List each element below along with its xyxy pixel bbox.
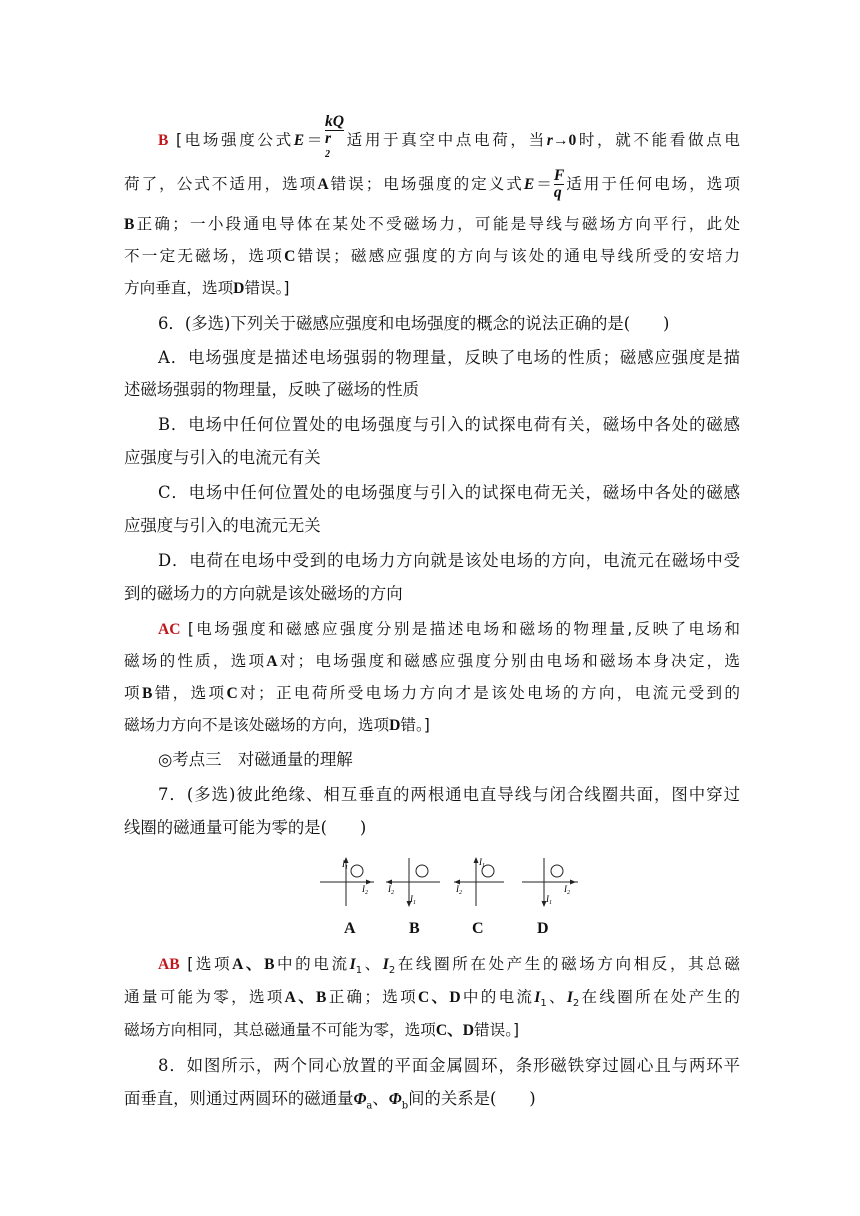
- wire-loop-figure: [314, 852, 594, 912]
- answer-5-line-5: 方向垂直，选项D错误。]: [124, 279, 290, 297]
- answer-6-line-3: 项B错，选项C对；正电荷所受电场力方向才是该处电场的方向，电流元受到的: [124, 684, 740, 702]
- fraction-f-q: $\frac{F}{q}$: [553, 167, 565, 201]
- figure-label-b: B: [409, 920, 420, 937]
- question-6-option-b: B．电场中任何位置处的电场强度与引入的试探电荷有关，磁场中各处的磁感: [158, 415, 740, 434]
- svg-text:1: 1: [482, 863, 485, 869]
- svg-text:2: 2: [567, 890, 570, 896]
- svg-text:I: I: [456, 884, 459, 894]
- figure-labels: [314, 920, 594, 942]
- answer-5-line-4: 不一定无磁场，选项C错误；磁感应强度的方向与该处的通电导线所受的安培力: [124, 247, 740, 265]
- answer-6-line-4: 磁场力方向不是该处磁场的方向，选项D错。]: [124, 716, 430, 734]
- svg-text:I: I: [362, 884, 365, 894]
- answer-6-line-1: AC [电场强度和磁感应强度分别是描述电场和磁场的物理量,反映了电场和: [158, 620, 740, 638]
- section-heading: ◎考点三 对磁通量的理解: [158, 750, 353, 769]
- svg-text:2: 2: [459, 890, 462, 896]
- answer-label: AB: [158, 956, 180, 973]
- answer-7-line-3: 磁场方向相同，其总磁通量不可能为零，选项C、D错误。]: [124, 1021, 520, 1039]
- question-6-stem: 6．(多选)下列关于磁感应强度和电场强度的概念的说法正确的是( ): [158, 314, 670, 333]
- answer-7-line-1: AB [选项A、B中的电流$I_1$、$I_2$在线圈所在处产生的磁场方向相反，其总磁: [158, 955, 740, 977]
- svg-text:I: I: [479, 857, 482, 867]
- question-6-option-a: A．电场强度是描述电场强弱的物理量，反映了电场的性质；磁感应强度是描: [158, 348, 740, 367]
- question-7-stem-2: 线圈的磁通量可能为零的是( ): [124, 818, 367, 837]
- answer-6-line-2: 磁场的性质，选项A对；电场强度和磁感应强度分别由电场和磁场本身决定，选: [124, 652, 740, 670]
- answer-5-line-3: B正确；一小段通电导体在某处不受磁场力，可能是导线与磁场方向平行，此处: [124, 215, 740, 233]
- svg-text:I: I: [410, 894, 413, 904]
- answer-label: B: [158, 132, 169, 150]
- question-7-stem-1: 7．(多选)彼此绝缘、相互垂直的两根通电直导线与闭合线圈共面，图中穿过: [158, 785, 740, 804]
- figure-label-c: C: [472, 920, 484, 937]
- fraction-kq-r2: kQ r $^2$: [325, 113, 345, 160]
- figure-option-b: [386, 858, 440, 907]
- figure-label-a: A: [344, 920, 356, 937]
- figure-option-a: [320, 857, 374, 906]
- answer-7-line-2: 通量可能为零，选项A、B正确；选项C、D中的电流$I_1$、$I_2$在线圈所在处产生的: [124, 988, 740, 1010]
- question-6-option-d: D．电荷在电场中受到的电场力方向就是该处电场的方向，电流元在磁场中受: [158, 551, 740, 570]
- answer-5-line-1: B [电场强度公式E＝ kQ r $^2$ 适用于真空中点电荷，当r→0时，就不能看做点电: [158, 114, 740, 167]
- question-8-stem-1: 8．如图所示，两个同心放置的平面金属圆环，条形磁铁穿过圆心且与两环平: [158, 1056, 740, 1075]
- figure-label-d: D: [537, 920, 549, 937]
- svg-text:I: I: [388, 884, 391, 894]
- svg-text:I: I: [564, 884, 567, 894]
- svg-text:I: I: [546, 894, 549, 904]
- svg-text:1: 1: [345, 865, 348, 871]
- figure-option-c: [454, 857, 504, 906]
- document-page: B [电场强度公式E＝ kQ r $^2$ 适用于真空中点电荷，当r→0时，就不能看做点电 荷了，公式不适用，选项A错误；电场强度的定义式E＝ $\frac{F}{q}$ 适用于任何电场，选项 B正确；一小段通电导体在某处不受磁场力，可能是导线与磁场方向平行，此处 不一定无磁场，选项C错误；磁感应强度的方向与该处的通电导线所受的安培力 方向垂直，选项D错误。] 6．(多选)下列关于磁感应强度和电场强度的概念的说法正确的是( ) A．电场强度是描述电场强弱的物理量，反映了电场的性质；磁感应强度是描 述磁场强弱的物理量，反映了磁场的性质 B．电场中任何位置处的电场强度与引入的试探电荷有关，磁场中各处的磁感 应强度与引入的电流元有关 C．电场中任何位置处的电场强度与引入的试探电荷无关，磁场中各处的磁感 应强度与引入的电流元无关 D．电荷在电场中受到的电场力方向就是该处电场的方向，电流元在磁场中受 到的磁场力的方向就是该处磁场的方向 AC [电场强度和磁感应强度分别是描述电场和磁场的物理量,反映了电场和 磁场的性质，选项A对；电场强度和磁感应强度分别由电场和磁场本身决定，选 项B错，选项C对；正电荷所受电场力方向才是该处电场的方向，电流元受到的 磁场力方向不是该处磁场的方向，选项D错。] ◎考点三 对磁通量的理解 7．(多选)彼此绝缘、相互垂直的两根通电直导线与闭合线圈共面，图中穿过 线圈的磁通量可能为零的是( ) I 1 I 2 I 2 I 1 I 1 I 2 I 2 I 1 A B C D AB [选项A、B中的电流$I_1$、$I_2$在线圈所在处产生的磁场方向相反，其总磁 通量可能为零，选项A、B正确；选项C、D中的电流$I_1$、$I_2$在线圈所在处产生的 磁场方向相同，其总磁通量不可能为零，选项C、D错误。] 8．如图所示，两个同心放置的平面金属圆环，条形磁铁穿过圆心且与两环平 面垂直，则通过两圆环的磁通量$\Phi_a$、$\Phi_b$间的关系是( ): [0, 0, 860, 1216]
- question-8-stem-2: 面垂直，则通过两圆环的磁通量$\Phi_a$、$\Phi_b$间的关系是( ): [124, 1089, 536, 1112]
- answer-label: AC: [158, 621, 181, 638]
- question-6-option-c: C．电场中任何位置处的电场强度与引入的试探电荷无关，磁场中各处的磁感: [158, 483, 740, 502]
- svg-text:1: 1: [413, 900, 416, 906]
- answer-5-line-2: 荷了，公式不适用，选项A错误；电场强度的定义式E＝ $\frac{F}{q}$ 适用于任何电场，选项: [124, 167, 740, 201]
- figure-option-d: [522, 858, 578, 907]
- svg-text:2: 2: [365, 890, 368, 896]
- svg-text:1: 1: [549, 900, 552, 906]
- svg-text:I: I: [342, 859, 345, 869]
- svg-text:2: 2: [391, 890, 394, 896]
